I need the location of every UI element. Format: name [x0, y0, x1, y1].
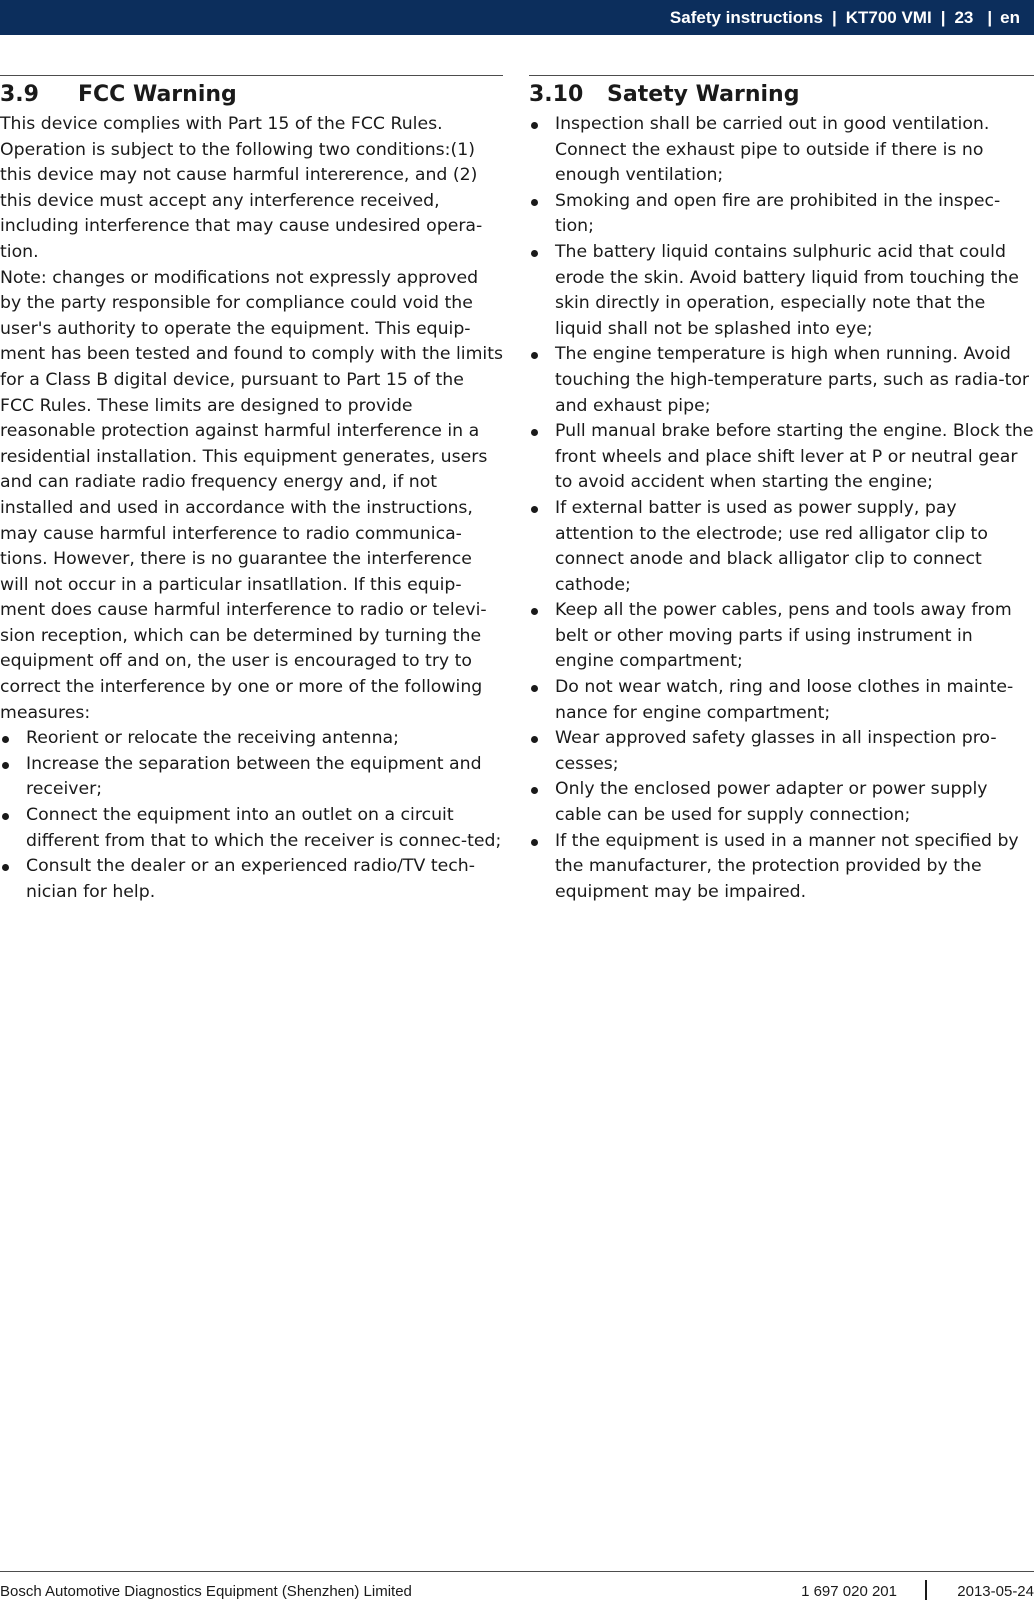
list-item [529, 112, 1034, 189]
list-item [529, 419, 1034, 496]
section-number: 3.9 [0, 82, 39, 107]
bullet-icon [531, 199, 538, 206]
footer-divider [925, 1580, 927, 1600]
list-item [529, 240, 1034, 342]
list-item-text: Reorient or relocate the receiving antenna; [26, 728, 399, 749]
list-item-text: Do not wear watch, ring and loose clothes in mainte-nance for engine compartment; [555, 677, 1014, 723]
footer-rule [0, 1571, 1034, 1572]
list-item [0, 726, 503, 752]
safety-warning-section [529, 75, 1034, 905]
bullet-icon [2, 864, 9, 871]
list-item-text: Consult the dealer or an experienced radio/TV tech-nician for help. [26, 856, 475, 902]
list-item [529, 598, 1034, 675]
list-item [0, 752, 503, 803]
header-language: en [1000, 7, 1020, 27]
paragraph: Note: changes or modifications not expressly approved by the party responsible for compliance could void the user's authority to operate the equipment. This equip-ment has been tested and found to comply with the limits for a Class B digital device, pursuant to Part 15 of the FCC Rules. These limits are designed to provide reasonable protection against harmful interference in a residential installation. This equipment generates, users and can radiate radio frequency energy and, if not installed and used in accordance with the instructions, may cause harmful interference to radio communica-tions. However, there is no guarantee the interference will not occur in a particular insatllation. If this equip-ment does cause harmful interference to radio or televi-sion reception, which can be determined by turning the equipment off and on, the user is encouraged to try to correct the interference by one or more of the following measures: [0, 267, 503, 723]
list-item-text: The battery liquid contains sulphuric acid that could erode the skin. Avoid battery liquid from touching the skin directly in operation, especially note that the liquid shall not be splashed into eye; [555, 241, 1019, 339]
header-separator: | [987, 7, 993, 27]
list-item [529, 726, 1034, 777]
bullet-icon [531, 429, 538, 436]
list-item-text: Connect the equipment into an outlet on a circuit different from that to which the receiver is connec-ted; [26, 805, 502, 851]
section-title: FCC Warning [78, 82, 237, 107]
list-item-text: The engine temperature is high when running. Avoid touching the high-temperature parts, such as radia-tor and exhaust pipe; [555, 344, 1030, 416]
header-section: Safety instructions [669, 7, 823, 27]
list-item-text: Increase the separation between the equipment and receiver; [26, 753, 482, 800]
list-item-text: Wear approved safety glasses in all inspection pro-cesses; [555, 728, 997, 774]
safety-list [529, 112, 1034, 905]
bullet-icon [531, 608, 538, 615]
bullet-icon [531, 787, 538, 794]
bullet-icon [2, 736, 9, 743]
header-product: KT700 VMI [845, 7, 932, 27]
footer-company: Bosch Automotive Diagnostics Equipment (Shenzhen) Limited [0, 1583, 412, 1600]
bullet-icon [531, 736, 538, 743]
list-item-text: Pull manual brake before starting the engine. Block the front wheels and place shift lever at P or neutral gear to avoid accident when starting the engine; [555, 421, 1034, 493]
list-item-text: Keep all the power cables, pens and tools away from belt or other moving parts if using instrument in engine compartment; [555, 600, 1012, 672]
bullet-icon [531, 839, 538, 846]
bullet-icon [531, 352, 538, 359]
section-title: Satety Warning [607, 82, 800, 107]
bullet-icon [531, 250, 538, 257]
section-heading [529, 76, 1034, 112]
page-footer [0, 1580, 1034, 1602]
list-item-text: If the equipment is used in a manner not specified by the manufacturer, the protection provided by the equipment may be impaired. [555, 830, 1019, 902]
bullet-icon [2, 762, 9, 769]
list-item [529, 777, 1034, 828]
footer-doc-number: 1 697 020 201 [801, 1583, 897, 1600]
page-header [0, 0, 1034, 35]
bullet-icon [2, 813, 9, 820]
measures-list [0, 726, 503, 905]
bullet-icon [531, 122, 538, 129]
bullet-icon [531, 506, 538, 513]
list-item [529, 189, 1034, 240]
header-page-number: 23 [954, 7, 974, 27]
list-item [0, 854, 503, 905]
list-item-text: Inspection shall be carried out in good ventilation. Connect the exhaust pipe to outside if there is no enough ventilation; [555, 114, 990, 186]
list-item-text: Only the enclosed power adapter or power supply cable can be used for supply connection; [555, 779, 988, 826]
list-item [529, 675, 1034, 726]
fcc-warning-section [0, 75, 503, 905]
footer-date: 2013-05-24 [957, 1583, 1034, 1600]
list-item [529, 342, 1034, 419]
list-item [0, 803, 503, 854]
bullet-icon [531, 685, 538, 692]
section-number: 3.10 [529, 82, 584, 107]
list-item-text: Smoking and open fire are prohibited in the inspec-tion; [555, 190, 1001, 237]
paragraph: This device complies with Part 15 of the FCC Rules. Operation is subject to the following two conditions:(1) this device may not cause harmful intererence, and (2) this device must accept any interference received, including interference that may cause undesired opera-tion. [0, 114, 483, 262]
list-item [529, 829, 1034, 906]
list-item [529, 496, 1034, 598]
section-heading [0, 76, 503, 112]
list-item-text: If external batter is used as power supply, pay attention to the electrode; use red alligator clip to connect anode and black alligator clip to connect cathode; [555, 497, 988, 595]
header-separator: | [831, 7, 837, 27]
header-separator: | [940, 7, 946, 27]
